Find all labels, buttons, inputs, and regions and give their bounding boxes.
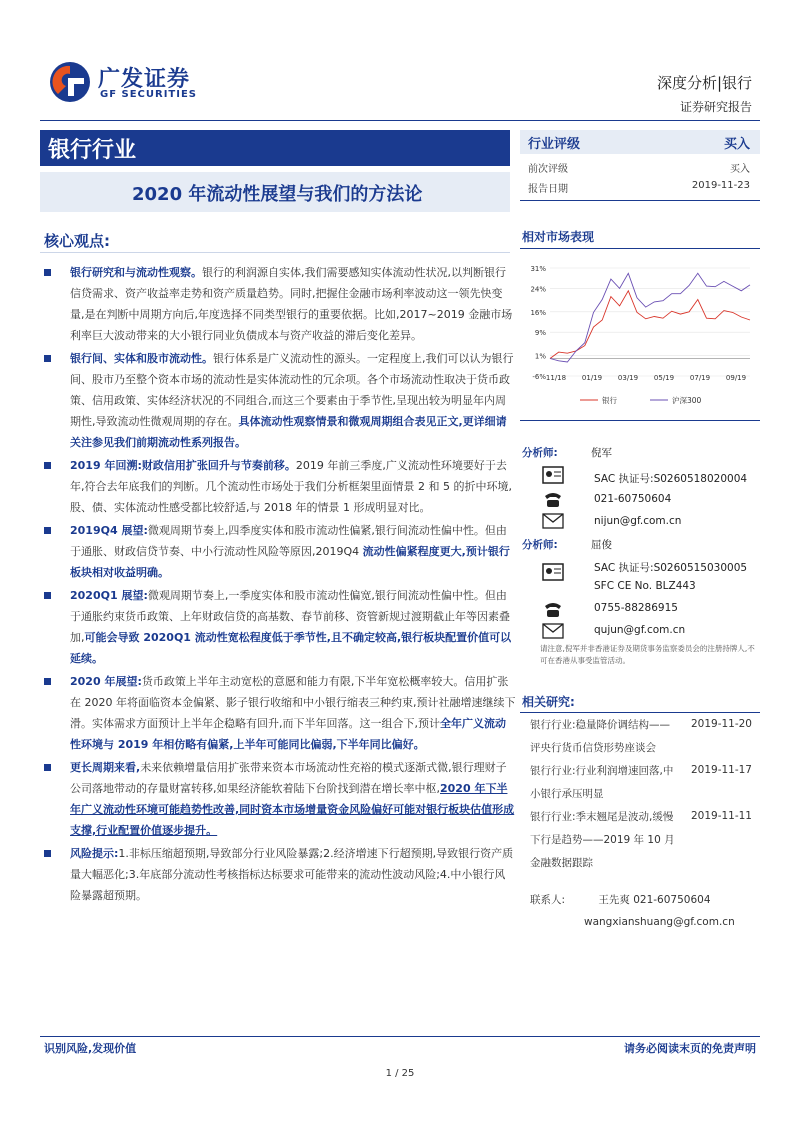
contact-label: 联系人: <box>530 894 566 906</box>
logo-en: GF SECURITIES <box>100 89 198 100</box>
analyst-sac: SAC 执证号:S0260518020004 <box>594 473 748 485</box>
list-item <box>40 843 516 906</box>
analyst-sfc: SFC CE No. BLZ443 <box>594 580 696 592</box>
x-tick-label: 05/19 <box>653 374 675 382</box>
list-item <box>40 671 516 755</box>
report-date-label: 报告日期 <box>528 184 568 195</box>
analyst-sac: SAC 执证号:S0260515030005 <box>594 562 748 574</box>
analyst-name: 屈俊 <box>591 539 613 551</box>
header-divider <box>40 120 760 121</box>
related-divider <box>520 712 760 713</box>
phone-icon <box>542 600 564 618</box>
bullet-icon <box>44 269 51 276</box>
bullet-icon <box>44 850 51 857</box>
contact-email[interactable]: wangxianshuang@gf.com.cn <box>584 916 735 928</box>
bullet-lead: 2019Q4 展望: <box>70 524 148 537</box>
analyst-email[interactable]: nijun@gf.com.cn <box>594 515 682 527</box>
certificate-icon <box>542 563 564 581</box>
bullet-icon <box>44 592 51 599</box>
analyst-1 <box>522 445 612 460</box>
analyst-phone: 0755-88286915 <box>594 602 678 614</box>
bullet-text: 微观周期节奏上,一季度实体和股市流动性偏宽,银行间流动性偏中性。但由于通胀约束货币政策、上年财政信贷的高基数、春节前移、资管新规过渡期截止年等因素叠加, <box>70 589 510 644</box>
analyst-label: 分析师: <box>522 447 558 459</box>
bullet-lead: 2019 年回溯:财政信用扩张回升与节奏前移。 <box>70 459 296 472</box>
contact <box>530 892 711 907</box>
core-bullets <box>40 262 516 908</box>
chart-divider <box>520 248 760 249</box>
y-tick-label: 1% <box>534 352 546 361</box>
analyst-email[interactable]: qujun@gf.com.cn <box>594 624 686 636</box>
report-date-value: 2019-11-23 <box>691 180 750 191</box>
analyst-2 <box>522 537 612 552</box>
phone-icon <box>542 490 564 508</box>
bullet-lead: 更长周期来看, <box>70 761 141 774</box>
market-chart <box>520 258 760 408</box>
list-item <box>40 520 516 583</box>
bullet-text: 2019 年前三季度,广义流动性环境要好于去年,符合去年底我们的判断。几个流动性市场处于我们分析框架里面情景 2 和 5 的折中环境,股、债、实体流动性感受都比较舒适,与 2018 年的情景 1 形成明显对比。 <box>70 459 512 514</box>
core-divider <box>40 252 510 253</box>
logo <box>48 60 208 104</box>
list-item <box>40 455 516 518</box>
analyst-name: 倪军 <box>591 447 613 459</box>
gf-logo-icon <box>48 60 92 104</box>
bullet-text: 货币政策上半年主动宽松的意愿和能力有限,下半年宽松概率较大。信用扩张在 2020 年将面临资本金偏紧、影子银行收缩和中小银行缩表三种约束,预计社融增速继续下滑。实体需求方面预计上半年企稳略有回升,而下半年回落。这一组合下,预计 <box>70 675 516 730</box>
bullet-tail: 流动性偏紧程度更大,预计银行板块相对收益明确。 <box>70 545 510 579</box>
bullet-lead: 银行间、实体和股市流动性。 <box>70 352 213 365</box>
x-tick-label: 07/19 <box>689 374 711 382</box>
bullet-lead: 2020Q1 展望: <box>70 589 148 602</box>
contact-name: 王先爽 021-60750604 <box>598 894 711 906</box>
x-tick-label: 09/19 <box>725 374 747 382</box>
bullet-lead: 银行研究和与流动性观察。 <box>70 266 202 279</box>
report-category: 深度分析|银行 <box>656 74 752 92</box>
bullet-lead: 2020 年展望: <box>70 675 142 688</box>
analyst-label: 分析师: <box>522 539 558 551</box>
related-title: 相关研究: <box>522 695 575 709</box>
bullet-text: 1.非标压缩超预期,导致部分行业风险暴露;2.经济增速下行超预期,导致银行资产质量大幅恶化;3.年底部分流动性考核指标达标要求可能带来的流动性波动风险;4.中小银行风险暴露超预期。 <box>70 847 514 902</box>
rating-bottom-line <box>520 200 760 201</box>
related-item[interactable]: 银行行业:季末翘尾是波动,缓慢下行是趋势——2019 年 10 月金融数据跟踪 <box>530 811 675 869</box>
related-item[interactable]: 银行行业:行业利润增速回落,中小银行承压明显 <box>530 765 674 800</box>
footer-disclaimer: 请务必阅读末页的免责声明 <box>624 1042 756 1055</box>
bullet-lead: 风险提示: <box>70 847 119 860</box>
certificate-icon <box>542 466 564 484</box>
legend-label: 银行 <box>602 396 617 405</box>
analyst-divider <box>520 420 760 421</box>
report-type: 证券研究报告 <box>679 100 752 114</box>
bullet-tail: 2020 年下半年广义流动性环境可能趋势性改善,同时资本市场增量资金风险偏好可能对银行板块估值形成支撑,行业配置价值逐步提升。 <box>70 782 515 837</box>
email-icon <box>542 512 564 530</box>
list-item <box>40 757 516 841</box>
bullet-icon <box>44 462 51 469</box>
core-title: 核心观点: <box>44 232 110 250</box>
analyst-note: 请注意,倪军并非香港证券及期货事务监察委员会的注册持牌人,不可在香港从事受监管活动。 <box>540 644 755 665</box>
rating-label: 行业评级 <box>528 137 581 152</box>
prev-rating-value: 买入 <box>730 164 750 175</box>
bullet-icon <box>44 764 51 771</box>
rating-table <box>520 130 760 200</box>
logo-cn: 广发证券 <box>98 67 191 92</box>
related-date: 2019-11-20 <box>690 718 752 730</box>
footer-slogan: 识别风险,发现价值 <box>44 1042 137 1055</box>
bullet-tail: 可能会导致 2020Q1 流动性宽松程度低于季节性,且不确定较高,银行板块配置价值可以延续。 <box>70 631 512 665</box>
y-tick-label: 31% <box>530 265 546 273</box>
y-tick-label: 16% <box>530 308 546 317</box>
series-line-0 <box>550 291 750 359</box>
bullet-text: 未来依赖增量信用扩张带来资本市场流动性充裕的模式逐渐式微,银行理财子公司落地带动的存量财富转移,如果经济能软着陆下台阶找到潜在增长率中枢, <box>70 761 507 795</box>
report-title: 2020 年流动性展望与我们的方法论 <box>132 184 423 205</box>
legend-label: 沪深300 <box>672 396 702 405</box>
bullet-tail: 全年广义流动性环境与 2019 年相仿略有偏紧,上半年可能同比偏弱,下半年同比偏好。 <box>70 717 506 751</box>
bullet-icon <box>44 355 51 362</box>
rating-head <box>520 130 760 154</box>
y-tick-label: -6% <box>532 373 546 381</box>
email-icon <box>542 622 564 640</box>
page-number: 1 / 25 <box>385 1068 415 1079</box>
related-item[interactable]: 银行行业:稳量降价调结构——评央行货币信贷形势座谈会 <box>530 719 671 754</box>
related-date: 2019-11-17 <box>690 764 752 776</box>
chart-title: 相对市场表现 <box>522 230 595 244</box>
analyst-phone: 021-60750604 <box>594 493 672 505</box>
bullet-icon <box>44 527 51 534</box>
bullet-text: 银行体系是广义流动性的源头。一定程度上,我们可以认为银行间、股市乃至整个资本市场的流动性是实体流动性的冗余项。各个市场流动性取决于货币政策、信用政策、实体经济状况的不同组合,而这三个要素由于季节性,呈现出较为明显年内周期性,导致流动性微观周期的存在。 <box>70 352 514 428</box>
rating-value: 买入 <box>723 137 750 152</box>
footer-divider <box>40 1036 760 1037</box>
bullet-tail: 具体流动性观察情景和微观周期组合表见正文,更详细请关注参见我们前期流动性系列报告。 <box>70 415 507 449</box>
list-item <box>40 348 516 453</box>
prev-rating-label: 前次评级 <box>528 164 568 175</box>
industry-title: 银行行业 <box>48 138 137 163</box>
bullet-text: 银行的利润源自实体,我们需要感知实体流动性状况,以判断银行信贷需求、资产收益率走势和资产质量趋势。同时,把握住金融市场利率波动这一领先快变量,是在判断中周期方向后,年度选择不同类型银行的重要依据。比如,2017~2019 金融市场利率巨大波动带来的大小银行同业负债成本与资产收益的滞后变化差异。 <box>70 266 513 342</box>
x-tick-label: 03/19 <box>617 374 639 382</box>
related-date: 2019-11-11 <box>690 810 752 822</box>
y-tick-label: 24% <box>530 285 546 294</box>
bullet-text: 微观周期节奏上,四季度实体和股市流动性偏紧,银行间流动性偏中性。但由于通胀、财政信贷节奏、中小行流动性风险等原因,2019Q4 <box>70 524 507 558</box>
list-item <box>40 262 516 346</box>
bullet-icon <box>44 678 51 685</box>
y-tick-label: 9% <box>534 329 546 338</box>
x-tick-label: 11/18 <box>545 374 567 382</box>
x-tick-label: 01/19 <box>581 374 603 382</box>
list-item <box>40 585 516 669</box>
